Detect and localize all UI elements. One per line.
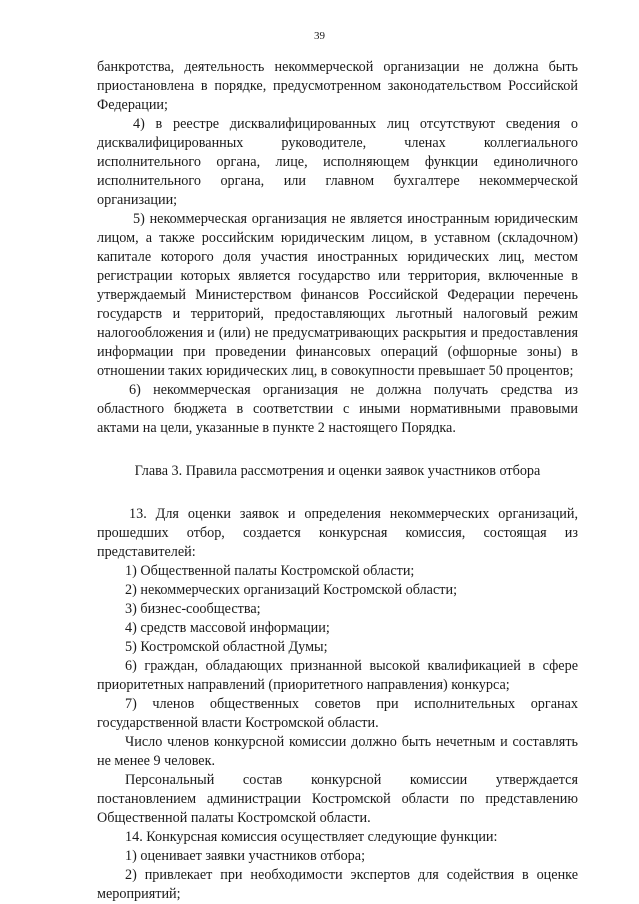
list-item: 5) Костромской областной Думы; bbox=[125, 639, 328, 655]
document-body bbox=[97, 58, 578, 904]
list-item: 6) граждан, обладающих признанной высокой квалификацией в сфере приоритетных направлений (приоритетного направления) конкурса; bbox=[97, 658, 578, 693]
page-number: 39 bbox=[314, 30, 325, 42]
chapter-heading: Глава 3. Правила рассмотрения и оценки заявок участников отбора bbox=[134, 463, 541, 479]
list-item: 4) средств массовой информации; bbox=[125, 620, 330, 636]
paragraph: банкротства, деятельность некоммерческой организации не должна быть приостановлена в порядке, предусмотренном законодательством Российской Федерации; bbox=[97, 59, 578, 113]
paragraph: Персональный состав конкурсной комиссии утверждается постановлением администрации Костромской области по представлению Общественной палаты Костромской области. bbox=[97, 772, 578, 826]
list-item: 1) Общественной палаты Костромской области; bbox=[125, 563, 415, 579]
list-item: 1) оценивает заявки участников отбора; bbox=[125, 848, 366, 864]
list-item: 7) членов общественных советов при исполнительных органах государственной власти Костромской области. bbox=[97, 696, 578, 731]
list-item: 2) некоммерческих организаций Костромской области; bbox=[125, 582, 458, 598]
paragraph: 6) некоммерческая организация не должна получать средства из областного бюджета в соответствии с иными нормативными правовыми актами на цели, указанные в пункте 2 настоящего Порядка. bbox=[97, 382, 578, 436]
list-item: 3) бизнес-сообщества; bbox=[125, 601, 261, 617]
paragraph: 4) в реестре дисквалифицированных лиц отсутствуют сведения о дисквалифицированных руководителе, членах коллегиального исполнительного органа, лице, исполняющем функции единоличного исполнительного органа, или главном бухгалтере некоммерческой организации; bbox=[97, 116, 578, 208]
paragraph: 5) некоммерческая организация не является иностранным юридическим лицом, а также российским юридическим лицом, в уставном (складочном) капитале которого доля участия иностранных юридических лиц, местом регистрации которых является государство или территория, включенные в утверждаемый Министерством финансов Российской Федерации перечень государств и территорий, предоставляющих льготный налоговый режим налогообложения и (или) не предусматривающих раскрытия и предоставления информации при проведении финансовых операций (офшорные зоны) в отношении таких юридических лиц, в совокупности превышает 50 процентов; bbox=[97, 211, 578, 379]
paragraph: 14. Конкурсная комиссия осуществляет следующие функции: bbox=[125, 829, 498, 845]
paragraph: Число членов конкурсной комиссии должно быть нечетным и составлять не менее 9 человек. bbox=[97, 734, 578, 769]
list-item: 2) привлекает при необходимости экспертов для содействия в оценке мероприятий; bbox=[97, 867, 578, 902]
paragraph: 13. Для оценки заявок и определения некоммерческих организаций, прошедших отбор, создается конкурсная комиссия, состоящая из представителей: bbox=[97, 506, 578, 560]
